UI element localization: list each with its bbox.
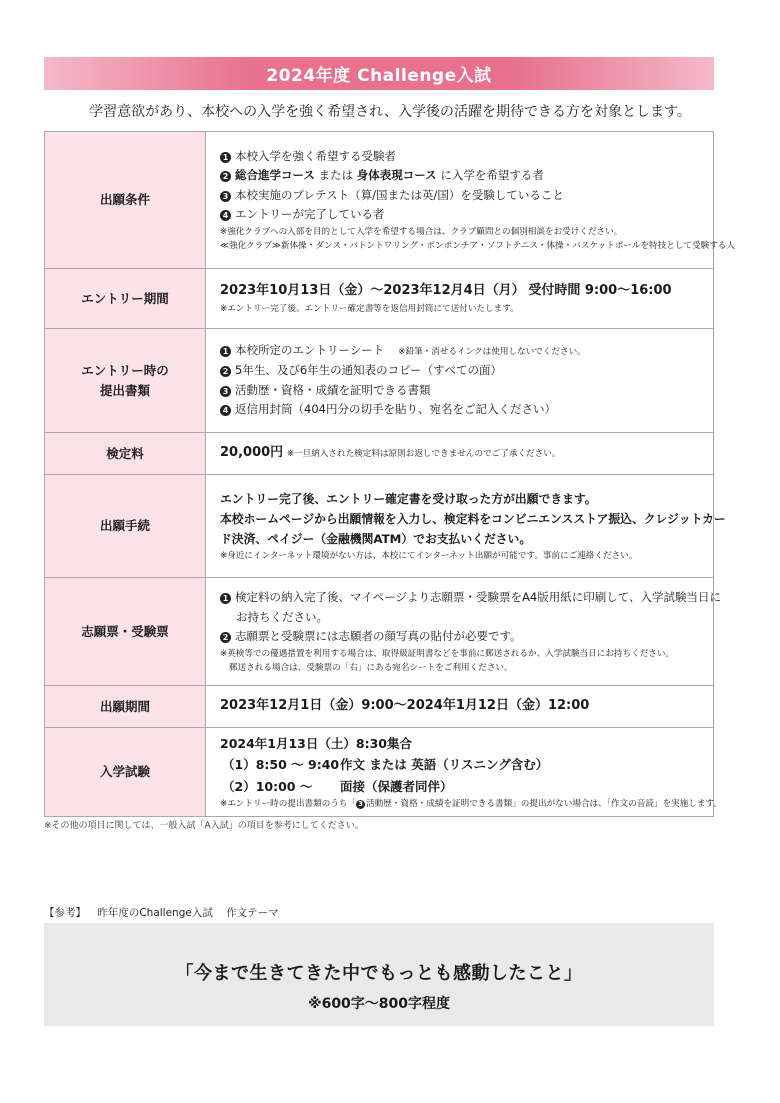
condition-note-2: ≪強化クラブ≫新体操・ダンス・バトントワリング・ポンポンチア・ソフトテニス・体操・バスケットボールを特技として受験する人 (220, 241, 735, 252)
application-period-text: 2023年12月1日（金）9:00～2024年1月12日（金）12:00 (220, 698, 590, 714)
row-value-documents (206, 329, 714, 433)
number-2-icon: 2 (220, 632, 231, 643)
procedure-line-2: 本校ホームページから出願情報を入力し、検定料をコンビニエンスストア振込、クレジットカー (220, 511, 726, 526)
condition-note-1: ※強化クラブへの入部を目的として入学を希望する場合は、クラブ顧問との個別相談をお受けください。 (220, 226, 623, 237)
exam-note-post: 活動歴・資格・成績を証明できる書類」の提出がない場合は、「作文の音読」を実施します。 (366, 798, 723, 809)
course-general: 総合進学コース (235, 168, 315, 183)
number-1-icon: 1 (220, 346, 231, 357)
table-row (45, 433, 714, 475)
title-banner (44, 57, 714, 90)
ticket-note-2: 郵送される場合は、受験票の「右」にある宛名シートをご利用ください。 (229, 662, 513, 673)
ticket-note-1: ※英検等での優遇措置を利用する場合は、取得級証明書などを事前に郵送されるか、入学試験当日にお持ちください。 (220, 648, 675, 659)
row-value-procedure (206, 475, 726, 578)
entry-period-dates: 2023年10月13日（金）～2023年12月4日（月） (220, 283, 525, 299)
row-value-application-period (206, 686, 714, 728)
document-1: 本校所定のエントリーシート (235, 343, 385, 358)
reference-tag: 【参考】 (44, 907, 86, 919)
reference-topic: 作文テーマ (226, 907, 279, 919)
row-label-fee: 検定料 (45, 433, 206, 475)
footnote: ※その他の項目に関しては、一般入試「A入試」の項目を参考にしてください。 (44, 821, 364, 831)
number-3-icon: 3 (220, 386, 231, 397)
row-value-exam (206, 728, 723, 817)
document-1-note: ※鉛筆・消せるインクは使用しないでください。 (398, 347, 586, 358)
exam-date: 2024年1月13日（土）8:30集合 (220, 736, 412, 751)
row-label-conditions: 出願条件 (45, 132, 206, 269)
procedure-line-3: ド決済、ペイジー（金融機関ATM）でお支払いください。 (220, 531, 532, 546)
essay-theme: 「今まで生きてきた中でもっとも感動したこと」 (175, 963, 583, 984)
number-3-icon: 3 (356, 800, 365, 809)
row-label-exam: 入学試験 (45, 728, 206, 817)
condition-3: 本校実施のプレテスト（算/国または英/国）を受験していること (235, 187, 564, 202)
exam-session-2-time: （2）10:00 ～ (222, 778, 313, 794)
entry-period-note: ※エントリー完了後、エントリー確定書等を返信用封筒にて送付いたします。 (220, 304, 519, 315)
number-4-icon: 4 (220, 405, 231, 416)
number-2-icon: 2 (220, 171, 231, 182)
entry-period-time: 受付時間 9:00～16:00 (528, 283, 672, 299)
exam-session-2-subject: 面接（保護者同伴） (340, 778, 453, 794)
number-4-icon: 4 (220, 210, 231, 221)
table-row (45, 132, 714, 269)
requirements-table (44, 131, 735, 817)
row-label-tickets: 志願票・受験票 (45, 578, 206, 686)
condition-4: エントリーが完了している者 (235, 207, 385, 222)
table-row (45, 475, 714, 578)
fee-note: ※一旦納入された検定料は原則お返しできませんのでご了承ください。 (286, 449, 561, 460)
document-4: 返信用封筒（404円分の切手を貼り、宛名をご記入ください） (235, 402, 556, 417)
number-2-icon: 2 (220, 366, 231, 377)
row-label-documents (45, 329, 206, 433)
reference-heading (44, 905, 279, 920)
reference-text: 昨年度のChallenge入試 (97, 907, 213, 919)
essay-theme-box (44, 923, 714, 1026)
page-title: 2024年度 Challenge入試 (266, 66, 492, 86)
course-physical: 身体表現コース (356, 168, 437, 183)
table-row (45, 728, 714, 817)
table-row (45, 578, 714, 686)
ticket-item-1a: 検定料の納入完了後、マイページより志願票・受験票をA4版用紙に印刷して、入学試験当日に (235, 590, 721, 604)
row-label-procedure: 出願手続 (45, 475, 206, 578)
fee-amount: 20,000円 (220, 445, 284, 461)
procedure-note: ※身近にインターネット環境がない方は、本校にてインターネット出願が可能です。事前にご連絡ください。 (220, 550, 638, 561)
documents-label-2: 提出書類 (99, 382, 150, 398)
row-value-conditions (206, 132, 735, 269)
row-value-tickets (206, 578, 721, 686)
document-2: 5年生、及び6年生の通知表のコピー（すべての面） (235, 362, 502, 377)
table-row (45, 686, 714, 728)
row-value-fee (206, 433, 714, 475)
exam-note (220, 797, 723, 811)
condition-1: 本校入学を強く希望する受験者 (235, 148, 396, 163)
document-3: 活動歴・資格・成績を証明できる書類 (235, 382, 431, 397)
ticket-item-1b: お持ちください。 (236, 609, 328, 624)
course-post: に入学を希望する者 (436, 168, 544, 183)
exam-session-1-time: （1）8:50 ～ 9:40 (222, 757, 340, 773)
exam-note-pre: ※エントリー時の提出書類のうち「 (220, 798, 357, 809)
course-or: または (314, 168, 357, 183)
number-1-icon: 1 (220, 152, 231, 163)
documents-label-1: エントリー時の (81, 362, 169, 378)
table-row (45, 269, 714, 329)
intro-text: 学習意欲があり、本校への入学を強く希望され、入学後の活躍を期待できる方を対象とします。 (89, 104, 691, 120)
row-label-entry-period: エントリー期間 (45, 269, 206, 329)
table-row (45, 329, 714, 433)
essay-length: ※600字～800字程度 (307, 996, 451, 1012)
number-3-icon: 3 (220, 191, 231, 202)
procedure-line-1: エントリー完了後、エントリー確定書を受け取った方が出願できます。 (220, 491, 597, 506)
row-label-application-period: 出願期間 (45, 686, 206, 728)
number-1-icon: 1 (220, 593, 231, 604)
exam-session-1-subject: 作文 または 英語（リスニング含む） (340, 757, 549, 773)
ticket-item-2: 志願票と受験票には志願者の顔写真の貼付が必要です。 (235, 629, 522, 644)
row-value-entry-period (206, 269, 714, 329)
